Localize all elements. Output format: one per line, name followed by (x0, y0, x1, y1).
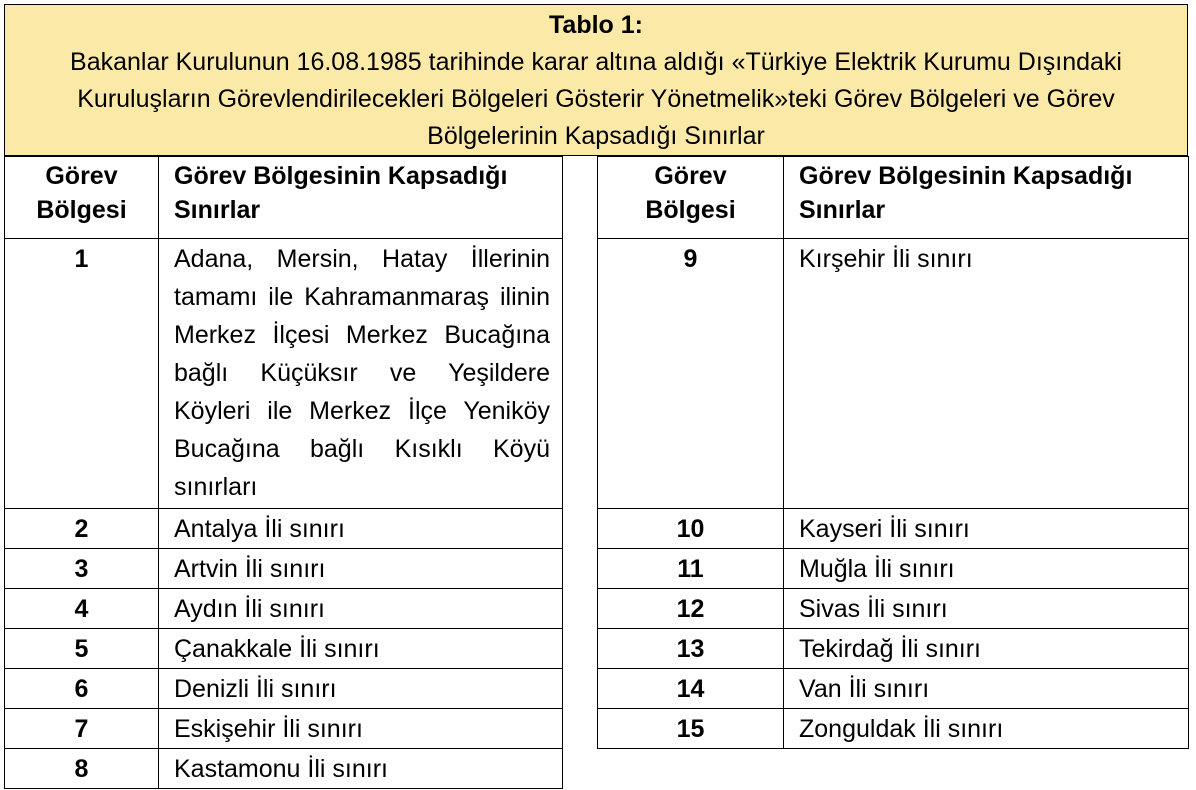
region-number: 7 (5, 709, 159, 749)
region-number: 3 (5, 549, 159, 589)
table-caption: Bakanlar Kurulunun 16.08.1985 tarihinde karar altına aldığı «Türkiye Elektrik Kurumu Dışındaki Kuruluşların Görevlendirilecekleri Bölgeleri Gösterir Yönetmelik»teki Görev Bölgeleri ve Görev Bölgelerinin Kapsadığı Sınırlar (70, 48, 1122, 150)
table-row (5, 239, 563, 509)
region-bounds: Muğla İli sınırı (784, 549, 1189, 589)
region-number: 13 (598, 629, 784, 669)
region-bounds: Denizli İli sınırı (159, 669, 563, 709)
region-number: 9 (598, 239, 784, 509)
region-bounds: Kırşehir İli sınırı (784, 239, 1189, 509)
bounds-column-header: Görev Bölgesinin Kapsadığı Sınırlar (784, 157, 1189, 239)
table-row (5, 749, 563, 789)
region-bounds: Tekirdağ İli sınırı (784, 629, 1189, 669)
bounds-column-header: Görev Bölgesinin Kapsadığı Sınırlar (159, 157, 563, 239)
left-header-row (5, 157, 563, 239)
region-bounds: Kastamonu İli sınırı (159, 749, 563, 789)
region-bounds: Van İli sınırı (784, 669, 1189, 709)
left-table (4, 156, 563, 789)
region-bounds: Sivas İli sınırı (784, 589, 1189, 629)
region-bounds: Aydın İli sınırı (159, 589, 563, 629)
region-number: 10 (598, 509, 784, 549)
table-row (5, 709, 563, 749)
region-column-header: Görev Bölgesi (5, 157, 159, 239)
table-row (5, 589, 563, 629)
table-row (598, 509, 1189, 549)
region-number: 11 (598, 549, 784, 589)
region-number: 6 (5, 669, 159, 709)
region-bounds: Zonguldak İli sınırı (784, 709, 1189, 749)
right-header-row (598, 157, 1189, 239)
right-table (597, 156, 1189, 749)
table-row (598, 549, 1189, 589)
table-caption-box (4, 4, 1188, 156)
region-bounds: Eskişehir İli sınırı (159, 709, 563, 749)
table-row (598, 709, 1189, 749)
region-number: 5 (5, 629, 159, 669)
region-bounds: Antalya İli sınırı (159, 509, 563, 549)
table-row (5, 549, 563, 589)
region-number: 15 (598, 709, 784, 749)
table-row (598, 239, 1189, 509)
table-row (5, 509, 563, 549)
region-number: 12 (598, 589, 784, 629)
table-title: Tablo 1: (549, 11, 643, 39)
table-row (5, 669, 563, 709)
region-number: 14 (598, 669, 784, 709)
table-row (598, 589, 1189, 629)
table-row (598, 669, 1189, 709)
region-number: 8 (5, 749, 159, 789)
region-number: 1 (5, 239, 159, 509)
region-bounds: Adana, Mersin, Hatay İllerinin tamamı ile Kahramanmaraş ilinin Merkez İlçesi Merkez Bucağına bağlı Küçüksır ve Yeşildere Köyleri ile Merkez İlçe Yeniköy Bucağına bağlı Kısıklı Köyü sınırları (159, 239, 563, 509)
table-row (598, 629, 1189, 669)
region-number: 4 (5, 589, 159, 629)
region-column-header: Görev Bölgesi (598, 157, 784, 239)
region-number: 2 (5, 509, 159, 549)
region-bounds: Kayseri İli sınırı (784, 509, 1189, 549)
region-bounds: Çanakkale İli sınırı (159, 629, 563, 669)
table-row (5, 629, 563, 669)
region-bounds: Artvin İli sınırı (159, 549, 563, 589)
